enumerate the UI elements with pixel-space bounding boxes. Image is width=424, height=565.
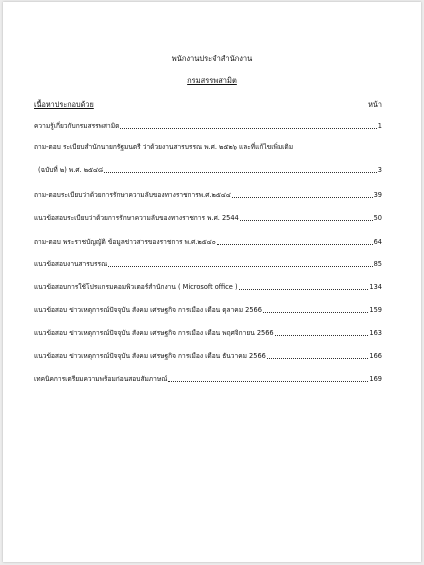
dot-leader xyxy=(108,265,372,267)
toc-entry xyxy=(34,352,382,361)
dot-leader xyxy=(120,127,376,129)
toc-entry-title: ถาม-ตอบระเบียบว่าด้วยการรักษาความลับของทางราชการพ.ศ.๒๕๔๔ xyxy=(34,191,231,199)
toc-entry-page: 1 xyxy=(377,122,382,130)
toc-entry-page: 163 xyxy=(369,329,382,337)
toc-entry xyxy=(34,143,382,152)
toc-entry-title: (ฉบับที่ ๒) พ.ศ. ๒๕๔๘ xyxy=(38,166,104,174)
toc-entry-page: 159 xyxy=(369,306,382,314)
toc-entry-title: เทคนิคการเตรียมความพร้อมก่อนสอบสัมภาษณ์ xyxy=(34,375,168,383)
toc-entry xyxy=(34,329,382,338)
toc-entry-title: แนวข้อสอบงานสารบรรณ xyxy=(34,260,108,268)
toc-entry xyxy=(34,191,382,200)
toc-entry-title: แนวข้อสอบ ข่าวเหตุการณ์ปัจจุบัน สังคม เศรษฐกิจ การเมือง เดือน ตุลาคม 2566 xyxy=(34,306,262,314)
toc-entry-page: 3 xyxy=(377,166,382,174)
toc-header xyxy=(34,100,382,111)
toc-entry-title: ถาม-ตอบ ระเบียบสำนักนายกรัฐมนตรี ว่าด้วยงานสารบรรณ พ.ศ. ๒๕๒๖ และที่แก้ไขเพิ่มเติม xyxy=(34,143,294,151)
toc-entry xyxy=(34,260,382,269)
toc-entry-page: 50 xyxy=(373,214,382,222)
dot-leader xyxy=(263,311,368,313)
toc-entry-title: แนวข้อสอบการใช้โปรแกรมคอมพิวเตอร์สำนักงาน ( Microsoft office ) xyxy=(34,283,238,291)
document-subheading: กรมสรรพสามิต xyxy=(187,76,237,85)
dot-leader xyxy=(267,357,369,359)
toc-entry-title: ถาม-ตอบ พระราชบัญญัติ ข้อมูลข่าวสารของราชการ พ.ศ.๒๕๔๐ xyxy=(34,238,216,246)
document-heading: พนักงานประจำสำนักงาน xyxy=(171,54,253,63)
toc-entry-page: 39 xyxy=(373,191,382,199)
toc-entry-page: 166 xyxy=(369,352,382,360)
dot-leader xyxy=(232,196,373,198)
dot-leader xyxy=(168,380,368,382)
toc-entry-title: แนวข้อสอบ ข่าวเหตุการณ์ปัจจุบัน สังคม เศรษฐกิจ การเมือง เดือน พฤศจิกายน 2566 xyxy=(34,329,274,337)
document-page xyxy=(3,2,421,562)
toc-header-contents: เนื้อหาประกอบด้วย xyxy=(34,100,94,109)
toc-entry xyxy=(34,375,382,384)
dot-leader xyxy=(104,171,377,173)
dot-leader xyxy=(275,334,369,336)
toc-entry xyxy=(34,283,382,292)
dot-leader xyxy=(239,288,369,290)
dot-leader xyxy=(217,243,373,245)
toc-header-page: หน้า xyxy=(368,100,382,109)
toc-entry-title: แนวข้อสอบระเบียบว่าด้วยการรักษาความลับของทางราชการ พ.ศ. 2544 xyxy=(34,214,239,222)
toc-entry xyxy=(34,122,382,131)
toc-entry-page: 85 xyxy=(373,260,382,268)
toc-entry xyxy=(34,238,382,247)
toc-entry-title: แนวข้อสอบ ข่าวเหตุการณ์ปัจจุบัน สังคม เศรษฐกิจ การเมือง เดือน ธันวาคม 2566 xyxy=(34,352,266,360)
toc-entry xyxy=(34,166,382,175)
dot-leader xyxy=(240,219,373,221)
toc-entry-page: 169 xyxy=(369,375,382,383)
toc-entry xyxy=(34,306,382,315)
toc-entry-title: ความรู้เกี่ยวกับกรมสรรพสามิต xyxy=(34,122,120,130)
toc-entry xyxy=(34,214,382,223)
toc-entry-page: 64 xyxy=(373,238,382,246)
toc-entry-page: 134 xyxy=(369,283,382,291)
